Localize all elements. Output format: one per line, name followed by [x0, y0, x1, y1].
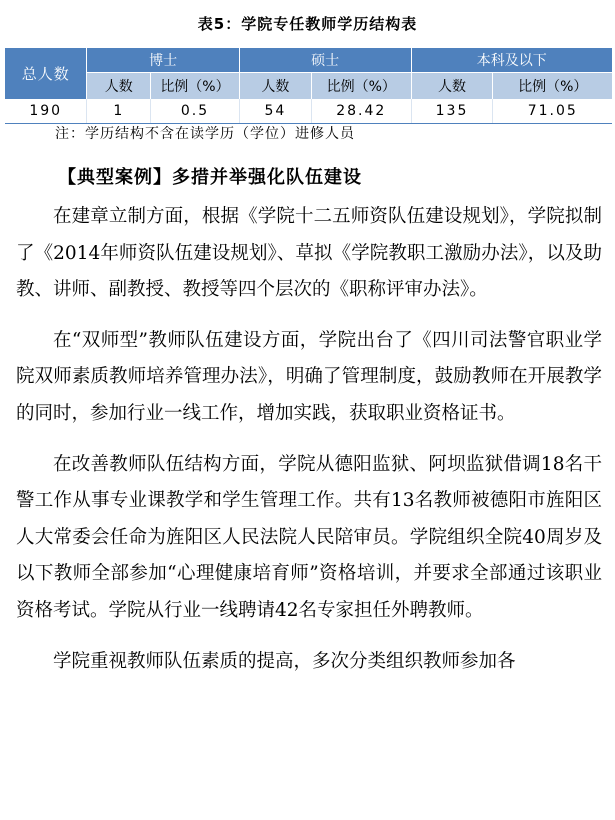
group-header-master: 硕士 [239, 48, 411, 73]
cell-total: 190 [5, 99, 87, 124]
cell-phd-count: 1 [87, 99, 151, 124]
cell-bachelor-count: 135 [411, 99, 493, 124]
sub-header-count: 人数 [239, 73, 311, 100]
sub-header-count: 人数 [411, 73, 493, 100]
sub-header-ratio: 比例（%） [493, 73, 612, 100]
table-row [5, 99, 612, 124]
sub-header-ratio: 比例（%） [312, 73, 412, 100]
table-caption: 表5：学院专任教师学历结构表 [197, 15, 418, 33]
sub-header-count: 人数 [87, 73, 151, 100]
cell-master-ratio: 28.42 [312, 99, 412, 124]
sub-header-ratio: 比例（%） [151, 73, 240, 100]
cell-master-count: 54 [239, 99, 311, 124]
paragraph: 在建章立制方面，根据《学院十二五师资队伍建设规划》，学院拟制了《2014年师资队伍建设规划》、草拟《学院教职工激励办法》，以及助教、讲师、副教授、教授等四个层次的《职称评审办法》。 [16, 206, 602, 301]
total-header: 总人数 [5, 48, 87, 99]
education-structure-table [5, 48, 612, 124]
table-note: 注：学历结构不含在读学历（学位）进修人员 [55, 126, 355, 142]
cell-phd-ratio: 0.5 [151, 99, 240, 124]
paragraph: 学院重视教师队伍素质的提高，多次分类组织教师参加各 [53, 650, 516, 672]
paragraph: 在改善教师队伍结构方面，学院从德阳监狱、阿坝监狱借调18名干警工作从事专业课教学和学生管理工作。共有13名教师被德阳市旌阳区人大常委会任命为旌阳区人民法院人民陪审员。学院组织全院40周岁及以下教师全部参加“心理健康培育师”资格培训，并要求全部通过该职业资格考试。学院从行业一线聘请42名专家担任外聘教师。 [16, 453, 602, 621]
group-header-bachelor: 本科及以下 [411, 48, 612, 73]
body-text [16, 199, 602, 694]
cell-bachelor-ratio: 71.05 [493, 99, 612, 124]
group-header-phd: 博士 [87, 48, 239, 73]
paragraph: 在“双师型”教师队伍建设方面，学院出台了《四川司法警官职业学院双师素质教师培养管理办法》，明确了管理制度，鼓励教师在开展教学的同时，参加行业一线工作，增加实践，获取职业资格证书。 [16, 329, 602, 424]
case-heading: 【典型案例】多措并举强化队伍建设 [58, 167, 362, 188]
